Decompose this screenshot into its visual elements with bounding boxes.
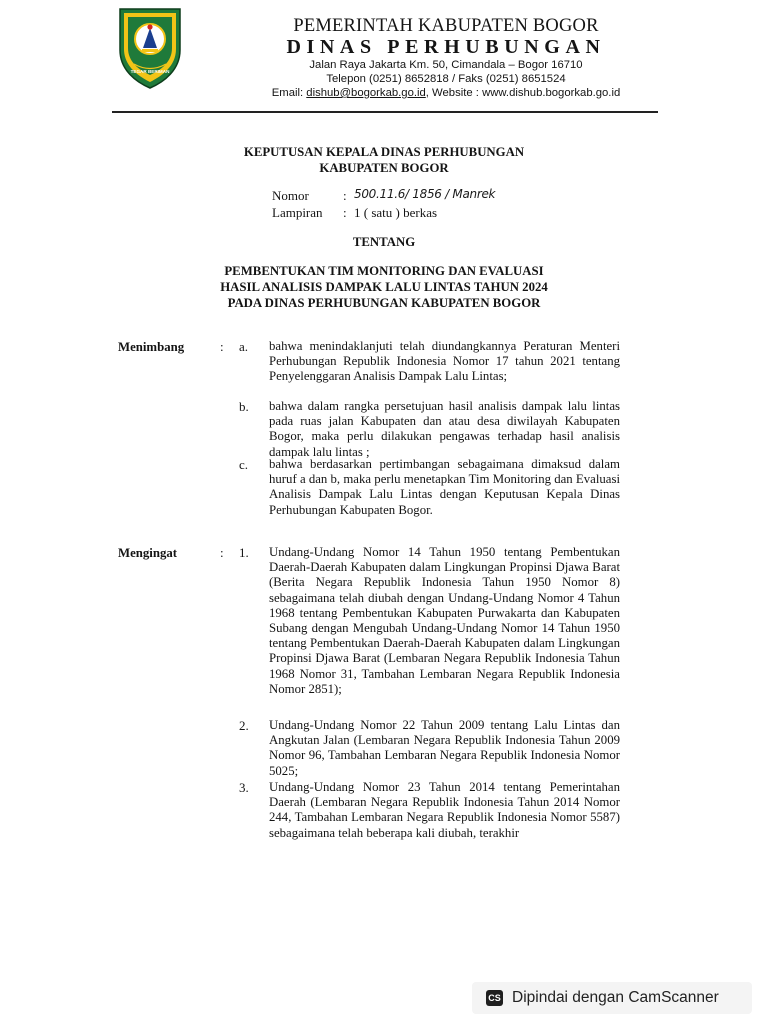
menimbang-item-a-text: bahwa menindaklanjuti telah diundangkannya Peraturan Menteri Perhubungan Republik Indonesia Nomor 17 tahun 2021 tentang Penyelenggaran Analisis Dampak Lalu Lintas; bbox=[269, 339, 620, 384]
camscanner-watermark bbox=[472, 982, 752, 1014]
subject-line2: HASIL ANALISIS DAMPAK LALU LINTAS TAHUN 2024 bbox=[220, 280, 548, 294]
phone-line: Telepon (0251) 8652818 / Faks (0251) 8651524 bbox=[326, 73, 566, 85]
address-line: Jalan Raya Jakarta Km. 50, Cimandala – Bogor 16710 bbox=[309, 59, 583, 71]
email-label: Email: bbox=[271, 87, 307, 99]
camscanner-text: Dipindai dengan CamScanner bbox=[512, 989, 719, 1006]
camscanner-icon: CS bbox=[486, 990, 503, 1006]
lampiran-value: 1 ( satu ) berkas bbox=[354, 205, 438, 220]
institution-name: PEMERINTAH KABUPATEN BOGOR bbox=[293, 16, 599, 36]
menimbang-item-b-mark: b. bbox=[239, 399, 249, 414]
mengingat-item-2-mark: 2. bbox=[239, 718, 249, 733]
menimbang-title: Menimbang bbox=[118, 340, 185, 354]
bogor-regency-logo bbox=[116, 6, 184, 90]
department-name: DINAS PERHUBUNGAN bbox=[286, 36, 606, 58]
subject-line3: PADA DINAS PERHUBUNGAN KABUPATEN BOGOR bbox=[227, 296, 541, 310]
mengingat-item-1-mark: 1. bbox=[239, 545, 249, 560]
menimbang-colon: : bbox=[220, 339, 224, 354]
decree-title-line1: KEPUTUSAN KEPALA DINAS PERHUBUNGAN bbox=[243, 145, 525, 159]
decree-title-line2: KABUPATEN BOGOR bbox=[319, 161, 449, 175]
menimbang-item-c-text: bahwa berdasarkan pertimbangan sebagaimana dimaksud dalam huruf a dan b, maka perlu menetapkan Tim Monitoring dan Evaluasi Analisis Dampak Lalu Lintas dengan Keputusan Kepala Dinas Perhubungan Kabupaten Bogor. bbox=[269, 457, 620, 517]
nomor-colon: : bbox=[343, 188, 347, 203]
website-text: , Website : www.dishub.bogorkab.go.id bbox=[425, 87, 621, 99]
lampiran-label: Lampiran bbox=[272, 205, 323, 220]
lampiran-colon: : bbox=[343, 205, 347, 220]
email-link[interactable]: dishub@bogorkab.go.id bbox=[306, 87, 426, 99]
nomor-value: 500.11.6/ 1856 / Manrek bbox=[354, 187, 496, 201]
mengingat-item-2-text: Undang-Undang Nomor 22 Tahun 2009 tentang Lalu Lintas dan Angkutan Jalan (Lembaran Negara Republik Indonesia Tahun 2009 Nomor 96, Tambahan Lembaran Negara Republik Indonesia Nomor 5025; bbox=[269, 718, 620, 778]
menimbang-item-c-mark: c. bbox=[239, 457, 249, 472]
logo-motto: TEGAR BERIMAN bbox=[130, 69, 170, 74]
mengingat-title: Mengingat bbox=[118, 546, 178, 560]
menimbang-item-b-text: bahwa dalam rangka persetujuan hasil analisis dampak lalu lintas pada ruas jalan Kabupaten dan atau desa diwilayah Kabupaten Bogor, maka perlu dilakukan pengawas terhadap hasil analisis dampak lalu lintas ; bbox=[269, 399, 620, 459]
mengingat-item-3-mark: 3. bbox=[239, 780, 249, 795]
menimbang-item-a-mark: a. bbox=[239, 339, 249, 354]
mengingat-item-3-text: Undang-Undang Nomor 23 Tahun 2014 tentang Pemerintahan Daerah (Lembaran Negara Republik Indonesia Tahun 2014 Nomor 244, Tambahan Lembaran Negara Republik Indonesia Nomor 5587) sebagaimana telah beberapa kali diubah, terakhir bbox=[269, 780, 620, 840]
nomor-label: Nomor bbox=[272, 188, 309, 203]
subject-line1: PEMBENTUKAN TIM MONITORING DAN EVALUASI bbox=[224, 264, 544, 278]
letterhead-divider bbox=[112, 111, 658, 113]
contact-line bbox=[220, 86, 672, 100]
mengingat-item-1-text: Undang-Undang Nomor 14 Tahun 1950 tentang Pembentukan Daerah-Daerah Kabupaten dalam Lingkungan Propinsi Djawa Barat (Berita Negara Republik Indonesia Tahun 1950 Nomor 8) sebagaimana telah diubah dengan Undang-Undang Nomor 4 Tahun 1968 tentang Pembentukan Kabupaten Purwakarta dan Kabupaten Subang dengan Mengubah Undang-Undang Nomor 14 Tahun 1950 tentang Pembentukan Daerah-Daerah Kabupaten dalam Lingkungan Propinsi Djawa Barat (Lembaran Negara Republik Indonesia Tahun 1968 Nomor 31, Tambahan Lembaran Negara Republik Indonesia Nomor 2851); bbox=[269, 545, 620, 696]
tentang-heading: TENTANG bbox=[352, 235, 416, 249]
mengingat-colon: : bbox=[220, 545, 224, 560]
